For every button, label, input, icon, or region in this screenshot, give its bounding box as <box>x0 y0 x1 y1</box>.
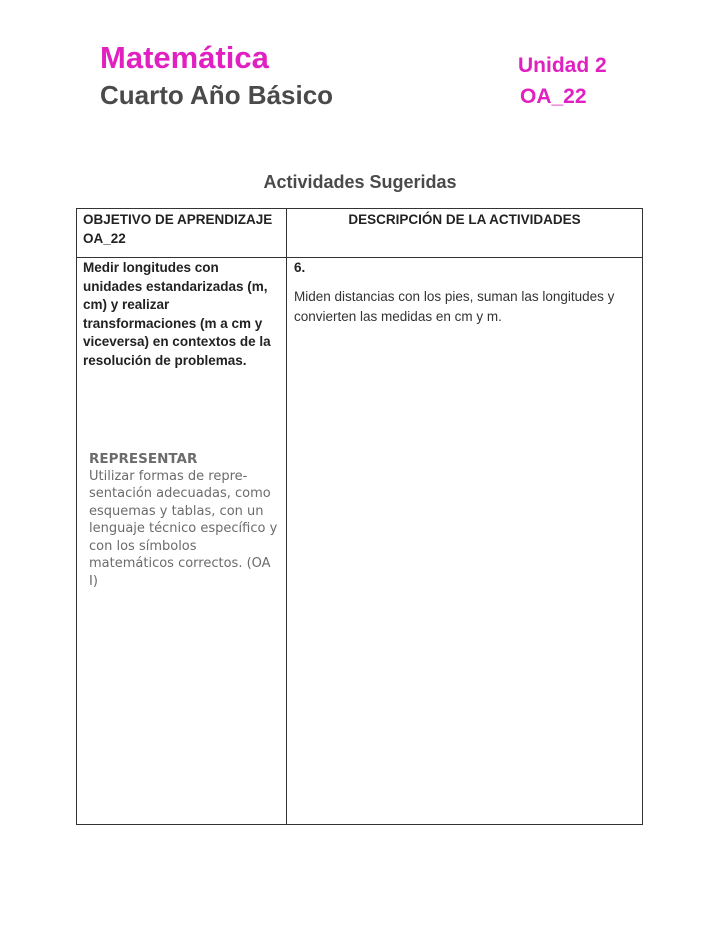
unit-label: Unidad 2 <box>518 54 607 77</box>
skill-title: REPRESENTAR <box>89 450 198 467</box>
objective-text: Medir longitudes con unidades estandarizadas (m, cm) y realizar transformaciones (m a cm y viceversa) en contextos de la resolución de problemas. <box>83 260 271 368</box>
description-column-header: DESCRIPCIÓN DE LA ACTIVIDADES <box>287 209 643 258</box>
activity-number: 6. <box>294 260 306 275</box>
skill-box <box>89 451 281 591</box>
section-title: Actividades Sugeridas <box>263 172 457 192</box>
table-row <box>77 258 643 825</box>
activity-text: Miden distancias con los pies, suman las longitudes y convierten las medidas en cm y m. <box>294 289 615 324</box>
skill-text: Utilizar formas de repre-sentación adecuadas, como esquemas y tablas, con un lenguaje técnico específico y con los símbolos matemáticos correctos. (OA I) <box>89 468 278 589</box>
table-header-row <box>77 209 643 258</box>
objective-cell <box>77 258 287 825</box>
activity-cell <box>287 258 643 825</box>
grade-title: Cuarto Año Básico <box>100 80 334 110</box>
objective-column-header: OBJETIVO DE APRENDIZAJE OA_22 <box>77 209 287 258</box>
subject-title: Matemática <box>100 40 269 75</box>
activities-table <box>76 208 643 825</box>
oa-label: OA_22 <box>520 85 587 108</box>
